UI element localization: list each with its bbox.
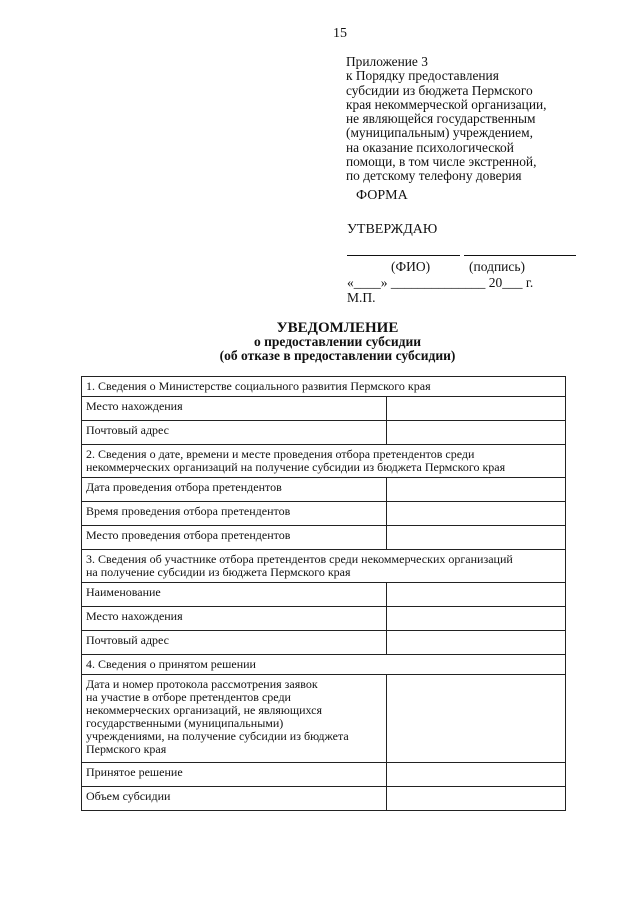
signature-label: (подпись) — [469, 259, 526, 274]
section-row — [82, 550, 566, 583]
section-2-heading — [82, 445, 566, 478]
stamp-label: М.П. — [347, 290, 376, 305]
table-row — [82, 787, 566, 811]
table-row — [82, 675, 566, 763]
protocol-line: Пермского края — [86, 742, 167, 756]
row-value-cell[interactable] — [387, 675, 566, 763]
row-value-cell[interactable] — [387, 397, 566, 421]
table-row — [82, 607, 566, 631]
table-row — [82, 478, 566, 502]
row-label: Время проведения отбора претендентов — [82, 502, 387, 526]
row-value-cell[interactable] — [387, 607, 566, 631]
section-3-line: на получение субсидии из бюджета Пермского края — [86, 565, 351, 579]
appendix-line: по детскому телефону доверия — [346, 168, 522, 184]
row-label: Наименование — [82, 583, 387, 607]
row-value-cell[interactable] — [387, 526, 566, 550]
row-label: Дата проведения отбора претендентов — [82, 478, 387, 502]
fio-signature-line — [347, 255, 460, 256]
section-3-heading — [82, 550, 566, 583]
protocol-line: государственными (муниципальными) — [86, 716, 284, 730]
appendix-line: не являющейся государственным — [346, 111, 536, 127]
section-row — [82, 377, 566, 397]
row-label: Объем субсидии — [82, 787, 387, 811]
row-label: Место нахождения — [82, 397, 387, 421]
appendix-header — [346, 55, 596, 184]
section-2-line: некоммерческих организаций на получение субсидии из бюджета Пермского края — [86, 460, 506, 474]
date-line: «____» ______________ 20___ г. — [347, 275, 534, 290]
row-label: Принятое решение — [82, 763, 387, 787]
appendix-line: на оказание психологической — [346, 139, 514, 155]
section-3-line: 3. Сведения об участнике отбора претендентов среди некоммерческих организаций — [86, 552, 513, 566]
section-2-line: 2. Сведения о дате, времени и месте проведения отбора претендентов среди — [86, 447, 475, 461]
row-label: Почтовый адрес — [82, 631, 387, 655]
approve-heading: УТВЕРЖДАЮ — [347, 222, 438, 237]
table-row — [82, 763, 566, 787]
row-value-cell[interactable] — [387, 421, 566, 445]
row-value-cell[interactable] — [387, 478, 566, 502]
row-label: Почтовый адрес — [82, 421, 387, 445]
document-subtitle-alt: (об отказе в предоставлении субсидии) — [219, 348, 456, 363]
row-value-cell[interactable] — [387, 631, 566, 655]
table-row — [82, 397, 566, 421]
row-label: Место проведения отбора претендентов — [82, 526, 387, 550]
form-label: ФОРМА — [356, 188, 408, 203]
document-title: УВЕДОМЛЕНИЕ — [276, 320, 399, 336]
table-row — [82, 421, 566, 445]
fio-label: (ФИО) — [391, 259, 431, 274]
protocol-line: на участие в отборе претендентов среди — [86, 690, 291, 704]
table-row — [82, 631, 566, 655]
row-value-cell[interactable] — [387, 502, 566, 526]
row-label: Место нахождения — [82, 607, 387, 631]
appendix-line: субсидии из бюджета Пермского — [346, 82, 533, 98]
protocol-label — [82, 675, 387, 763]
appendix-line: помощи, в том числе экстренной, — [346, 154, 537, 170]
protocol-line: учреждениями, на получение субсидии из бюджета — [86, 729, 349, 743]
protocol-line: Дата и номер протокола рассмотрения заявок — [86, 677, 318, 691]
notification-table — [81, 376, 566, 811]
section-row — [82, 445, 566, 478]
section-row — [82, 655, 566, 675]
signature-line — [464, 255, 576, 256]
appendix-line: Приложение 3 — [346, 54, 428, 69]
appendix-line: к Порядку предоставления — [346, 68, 499, 84]
document-subtitle: о предоставлении субсидии — [253, 334, 422, 349]
table-row — [82, 526, 566, 550]
page-number: 15 — [333, 26, 347, 41]
section-4-heading: 4. Сведения о принятом решении — [82, 655, 566, 675]
appendix-line: (муниципальным) учреждением, — [346, 125, 533, 141]
section-1-heading: 1. Сведения о Министерстве социального развития Пермского края — [82, 377, 566, 397]
row-value-cell[interactable] — [387, 763, 566, 787]
protocol-line: некоммерческих организаций, не являющихся — [86, 703, 323, 717]
appendix-line: края некоммерческой организации, — [346, 96, 547, 112]
row-value-cell[interactable] — [387, 787, 566, 811]
row-value-cell[interactable] — [387, 583, 566, 607]
table-row — [82, 583, 566, 607]
table-row — [82, 502, 566, 526]
